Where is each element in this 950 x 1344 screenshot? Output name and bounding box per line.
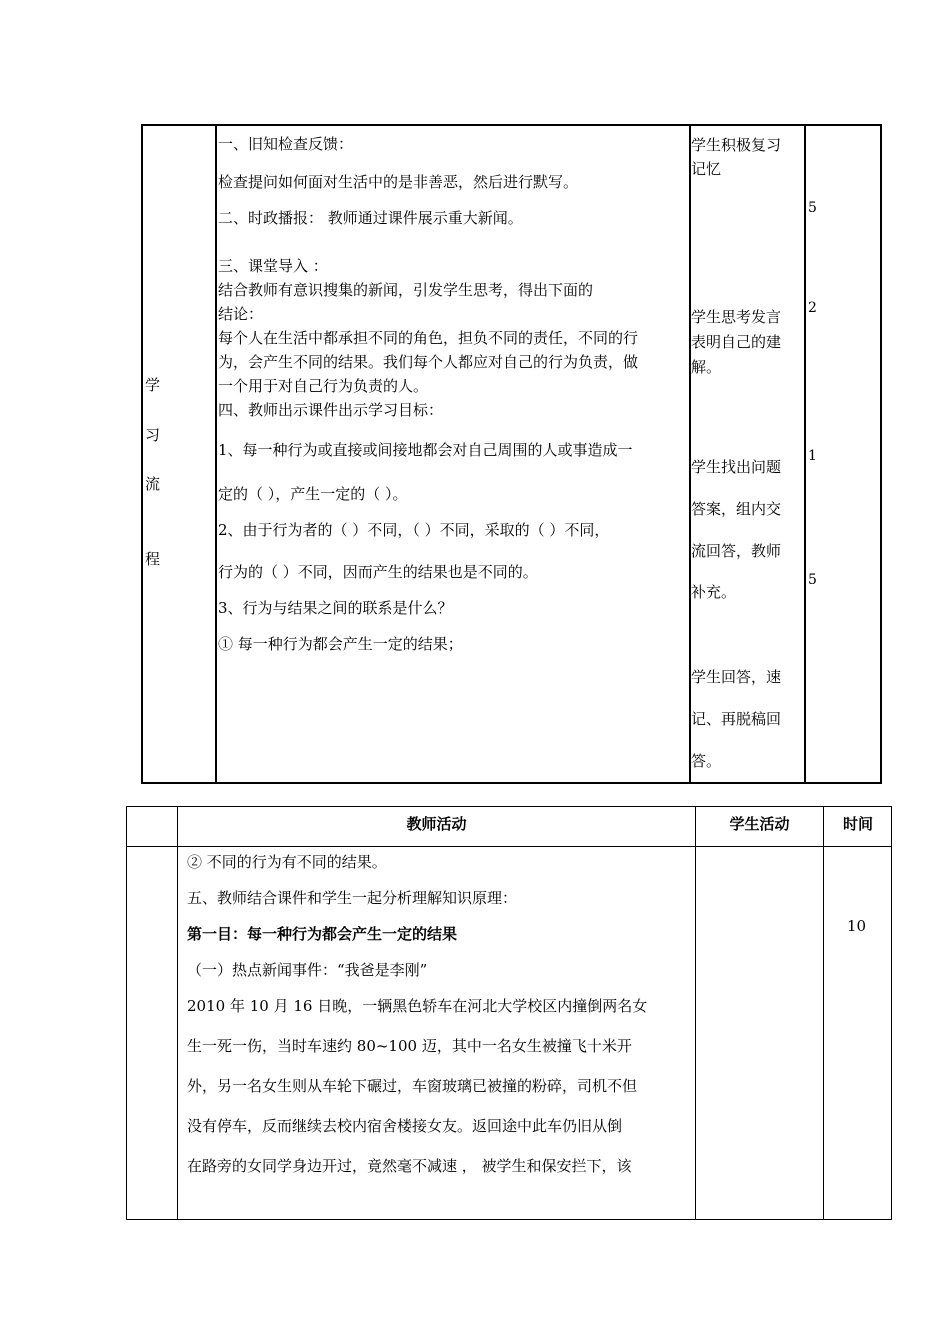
text-line: 生一死一伤，当时车速约 80~100 迈，其中一名女生被撞飞十米开 [187, 1037, 632, 1055]
text-line: 四、教师出示课件出示学习目标： [218, 401, 444, 419]
header-student-activity: 学生活动 [729, 815, 790, 833]
text-line: 补充。 [691, 583, 737, 601]
text-line: 2、由于行为者的（ ）不同，（ ）不同，采取的（ ）不同， [218, 521, 610, 539]
text-line: 行为的（ ）不同，因而产生的结果也是不同的。 [218, 563, 538, 581]
text-line: 三、课堂导入 ： [218, 257, 328, 275]
label-char: 习 [145, 426, 161, 444]
text-line: 一个用于对自己行为负责的人。 [218, 377, 429, 395]
time-mark: 5 [808, 572, 817, 588]
text-line: 答。 [691, 752, 722, 770]
text-line: 结合教师有意识搜集的新闻，引发学生思考，得出下面的 [218, 281, 594, 299]
time-value: 10 [847, 917, 867, 935]
text-line: 学生回答，速 [691, 668, 782, 686]
text-line: ① 每一种行为都会产生一定的结果； [218, 635, 463, 653]
lesson-flow-table [141, 124, 882, 784]
teaching-activity-table [126, 806, 892, 1220]
time-mark: 1 [808, 448, 817, 464]
text-line: 一、旧知检查反馈： [218, 135, 354, 153]
text-line: 学生积极复习 [691, 136, 782, 154]
header-time: 时间 [842, 815, 873, 833]
text-line: 表明自己的建 [691, 333, 782, 351]
text-line: 没有停车，反而继续去校内宿舍楼接女友。返回途中此车仍旧从倒 [187, 1117, 623, 1135]
text-line: 为，会产生不同的结果。我们每个人都应对自己的行为负责，做 [218, 353, 639, 371]
column-divider [695, 807, 696, 1219]
text-line: （一）热点新闻事件：“我爸是李刚” [187, 961, 428, 979]
label-char: 流 [145, 475, 161, 493]
text-line: 流回答，教师 [691, 542, 782, 560]
text-line: 3、行为与结果之间的联系是什么？ [218, 599, 453, 617]
header-teacher-activity: 教师活动 [406, 815, 467, 833]
text-line: 1、每一种行为或直接或间接地都会对自己周围的人或事造成一 [218, 441, 633, 459]
text-line: 五、教师结合课件和学生一起分析理解知识原理： [187, 889, 518, 907]
section-label-cell [143, 126, 217, 782]
text-line: 在路旁的女同学身边开过，竟然毫不减速 ， 被学生和保安拦下，该 [187, 1157, 632, 1175]
text-line: 学生找出问题 [691, 458, 782, 476]
text-line: 解。 [691, 358, 722, 376]
time-mark: 5 [808, 200, 817, 216]
subsection-heading: 第一目：每一种行为都会产生一定的结果 [187, 925, 458, 943]
text-line: 检查提问如何面对生活中的是非善恶，然后进行默写。 [218, 173, 579, 191]
text-line: 定的（ ），产生一定的（ ）。 [218, 485, 408, 503]
text-line: 二、时政播报： 教师通过课件展示重大新闻。 [218, 209, 523, 227]
text-line: 记、再脱稿回 [691, 710, 782, 728]
text-line: 结论： [218, 305, 264, 323]
text-line: 学生思考发言 [691, 308, 782, 326]
text-line: ② 不同的行为有不同的结果。 [187, 853, 387, 871]
label-char: 程 [145, 550, 161, 568]
column-divider [804, 126, 806, 782]
text-line: 每个人在生活中都承担不同的角色，担负不同的责任，不同的行 [218, 329, 639, 347]
label-char: 学 [145, 376, 161, 394]
text-line: 记忆 [691, 160, 722, 178]
time-mark: 2 [808, 300, 817, 316]
column-divider [177, 807, 178, 1219]
text-line: 2010 年 10 月 16 日晚，一辆黑色轿车在河北大学校区内撞倒两名女 [187, 997, 648, 1015]
text-line: 外，另一名女生则从车轮下碾过，车窗玻璃已被撞的粉碎，司机不但 [187, 1077, 638, 1095]
column-divider [823, 807, 824, 1219]
header-divider [127, 846, 891, 847]
text-line: 答案，组内交 [691, 500, 782, 518]
